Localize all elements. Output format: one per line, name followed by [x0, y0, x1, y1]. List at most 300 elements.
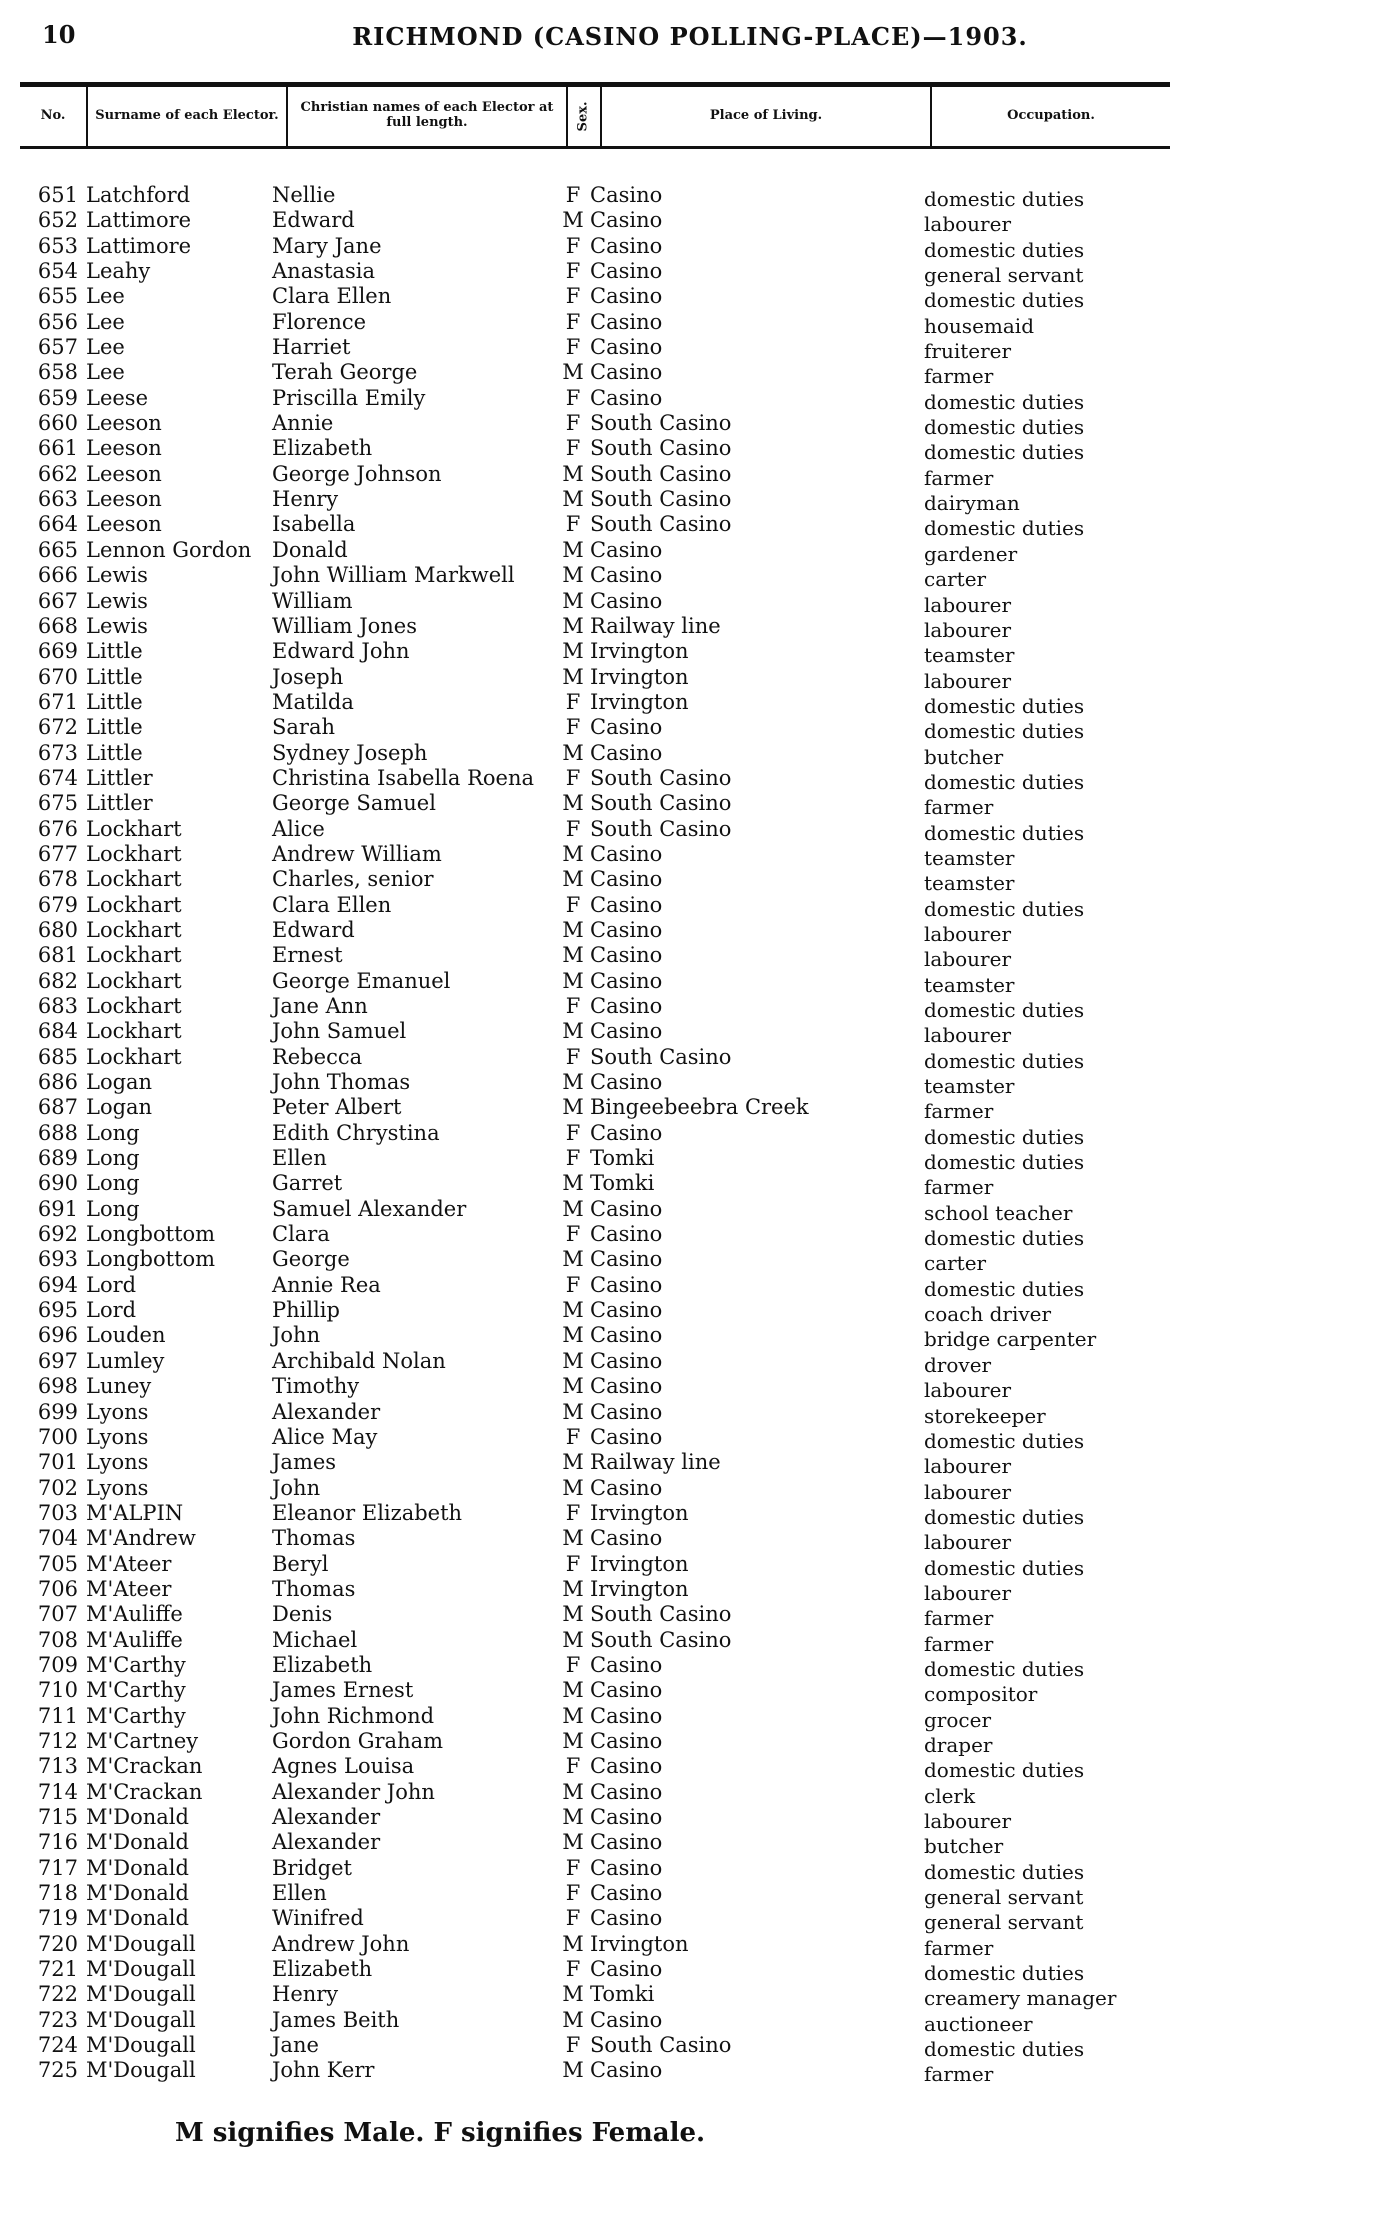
elector-place-of-living: Casino	[590, 183, 663, 207]
elector-occupation: domestic duties	[924, 1124, 1085, 1149]
elector-christian-names: Eleanor Elizabeth	[272, 1500, 463, 1525]
elector-surname: Lockhart	[86, 1019, 182, 1044]
elector-place-of-living: Casino	[590, 740, 663, 765]
elector-place-of-living: South Casino	[590, 816, 732, 841]
elector-number: 716	[37, 1830, 78, 1855]
elector-place-of-living: Casino	[590, 715, 663, 740]
elector-occupation: carter	[924, 567, 987, 592]
elector-number: 651	[37, 183, 78, 207]
elector-occupation: butcher	[924, 1834, 1004, 1859]
elector-occupation: domestic duties	[924, 998, 1085, 1022]
elector-place-of-living: Casino	[590, 537, 663, 562]
elector-occupation: domestic duties	[924, 1859, 1085, 1884]
table-row	[20, 563, 1170, 592]
elector-occupation: fruiterer	[924, 339, 1012, 364]
elector-place-of-living: Casino	[590, 1881, 663, 1906]
column-header-place: Place of Living.	[602, 86, 932, 146]
elector-occupation: farmer	[924, 1935, 994, 1960]
table-row	[20, 1044, 1170, 1073]
elector-place-of-living: South Casino	[590, 436, 732, 461]
elector-sex: F	[565, 994, 581, 1018]
elector-number: 661	[37, 436, 78, 461]
elector-surname: M'Carthy	[86, 1703, 186, 1728]
elector-christian-names: Alexander	[272, 1399, 381, 1424]
elector-number: 660	[37, 411, 78, 436]
table-row	[20, 1120, 1170, 1149]
elector-occupation: domestic duties	[924, 389, 1085, 414]
elector-sex: F	[565, 259, 581, 284]
elector-number: 668	[37, 613, 78, 638]
elector-number: 719	[37, 1906, 78, 1931]
elector-surname: M'ALPIN	[86, 1500, 184, 1525]
elector-number: 707	[37, 1602, 78, 1627]
table-row	[20, 841, 1170, 870]
elector-surname: Lee	[86, 360, 125, 385]
elector-christian-names: Jane	[272, 2033, 319, 2058]
elector-sex: M	[562, 487, 584, 512]
elector-place-of-living: Casino	[590, 1196, 663, 1221]
elector-number: 683	[37, 994, 78, 1018]
elector-christian-names: Garret	[272, 1171, 343, 1196]
elector-occupation: storekeeper	[924, 1403, 1046, 1428]
elector-surname: Lyons	[86, 1450, 149, 1475]
elector-place-of-living: Casino	[590, 1424, 663, 1449]
elector-surname: Little	[86, 715, 143, 740]
elector-place-of-living: Railway line	[590, 1450, 721, 1475]
table-row	[20, 2007, 1170, 2036]
elector-christian-names: Gordon Graham	[272, 1728, 444, 1753]
elector-surname: Lockhart	[86, 1044, 182, 1069]
table-row	[20, 1450, 1170, 1479]
elector-christian-names: Alexander John	[272, 1779, 435, 1804]
elector-sex: M	[562, 1019, 584, 1044]
elector-occupation: creamery manager	[924, 1986, 1117, 2011]
elector-christian-names: Agnes Louisa	[272, 1754, 415, 1779]
elector-sex: F	[565, 1272, 581, 1297]
elector-sex: M	[562, 563, 584, 588]
elector-surname: Logan	[86, 1070, 153, 1095]
elector-place-of-living: Casino	[590, 867, 663, 892]
elector-sex: F	[565, 1044, 581, 1069]
table-row	[20, 1881, 1170, 1910]
elector-christian-names: Anastasia	[272, 259, 375, 284]
elector-surname: Little	[86, 740, 143, 765]
elector-surname: Leeson	[86, 461, 162, 486]
elector-surname: Leeson	[86, 512, 162, 537]
elector-number: 706	[37, 1576, 78, 1601]
elector-sex: M	[562, 208, 584, 233]
elector-surname: Luney	[86, 1374, 152, 1399]
elector-surname: Lattimore	[86, 233, 192, 258]
elector-number: 684	[37, 1019, 78, 1044]
elector-christian-names: Donald	[272, 537, 348, 562]
table-row	[20, 689, 1170, 718]
elector-occupation: domestic duties	[924, 2037, 1085, 2062]
elector-sex: F	[565, 689, 581, 714]
elector-occupation: school teacher	[924, 1200, 1073, 1225]
elector-sex: F	[565, 512, 581, 537]
table-row	[20, 335, 1170, 364]
elector-sex: M	[562, 1805, 584, 1829]
elector-sex: F	[565, 1120, 581, 1145]
elector-surname: Lewis	[86, 588, 148, 613]
elector-christian-names: Beryl	[272, 1551, 329, 1576]
elector-surname: Lockhart	[86, 994, 182, 1018]
elector-place-of-living: South Casino	[590, 461, 732, 486]
elector-place-of-living: Irvington	[590, 1931, 689, 1956]
elector-place-of-living: Casino	[590, 563, 663, 588]
elector-christian-names: Henry	[272, 487, 339, 512]
elector-number: 705	[37, 1551, 78, 1576]
table-row	[20, 309, 1170, 338]
elector-place-of-living: South Casino	[590, 1627, 732, 1652]
elector-christian-names: Peter Albert	[272, 1095, 402, 1120]
elector-number: 697	[37, 1348, 78, 1373]
table-row	[20, 436, 1170, 465]
elector-sex: F	[565, 1881, 581, 1906]
elector-occupation: labourer	[924, 592, 1012, 617]
table-row	[20, 208, 1170, 237]
elector-place-of-living: Casino	[590, 1906, 663, 1931]
elector-occupation: domestic duties	[924, 1428, 1085, 1453]
table-row	[20, 1906, 1170, 1935]
table-row	[20, 1779, 1170, 1808]
elector-place-of-living: South Casino	[590, 2033, 732, 2058]
elector-surname: Lockhart	[86, 917, 182, 942]
elector-occupation: domestic duties	[924, 1150, 1085, 1175]
elector-number: 710	[37, 1678, 78, 1703]
elector-place-of-living: Casino	[590, 841, 663, 866]
elector-occupation: domestic duties	[924, 288, 1085, 313]
elector-place-of-living: Casino	[590, 994, 663, 1018]
elector-number: 722	[37, 1982, 78, 2007]
table-row	[20, 1500, 1170, 1529]
elector-place-of-living: Casino	[590, 943, 663, 968]
elector-place-of-living: Casino	[590, 1526, 663, 1551]
elector-place-of-living: Casino	[590, 1703, 663, 1728]
elector-place-of-living: Casino	[590, 1754, 663, 1779]
elector-sex: F	[565, 233, 581, 258]
table-row	[20, 1931, 1170, 1960]
elector-number: 652	[37, 208, 78, 233]
elector-number: 702	[37, 1475, 78, 1500]
elector-surname: M'Donald	[86, 1906, 189, 1931]
elector-sex: F	[565, 385, 581, 410]
elector-sex: F	[565, 816, 581, 841]
elector-occupation: farmer	[924, 1099, 994, 1124]
elector-surname: M'Donald	[86, 1855, 189, 1880]
elector-sex: F	[565, 1906, 581, 1931]
elector-place-of-living: Casino	[590, 1779, 663, 1804]
elector-sex: M	[562, 461, 584, 486]
table-row	[20, 1754, 1170, 1783]
elector-occupation: domestic duties	[924, 237, 1085, 262]
elector-occupation: domestic duties	[924, 1961, 1085, 1986]
table-row	[20, 1678, 1170, 1707]
elector-place-of-living: Casino	[590, 1019, 663, 1044]
elector-christian-names: Andrew John	[272, 1931, 410, 1956]
elector-number: 694	[37, 1272, 78, 1297]
elector-christian-names: George	[272, 1247, 350, 1272]
elector-christian-names: Annie	[272, 411, 334, 436]
table-row	[20, 816, 1170, 845]
elector-sex: M	[562, 2058, 584, 2083]
elector-number: 669	[37, 639, 78, 664]
elector-occupation: domestic duties	[924, 693, 1085, 718]
elector-sex: F	[565, 892, 581, 917]
elector-number: 680	[37, 917, 78, 942]
elector-occupation: auctioneer	[924, 2011, 1033, 2036]
table-row	[20, 1374, 1170, 1403]
elector-surname: M'Carthy	[86, 1678, 186, 1703]
elector-christian-names: John William Markwell	[272, 563, 515, 588]
elector-christian-names: John Samuel	[272, 1019, 407, 1044]
elector-place-of-living: Casino	[590, 233, 663, 258]
elector-surname: Leeson	[86, 436, 162, 461]
elector-christian-names: Winifred	[272, 1906, 364, 1931]
elector-christian-names: Joseph	[272, 664, 344, 689]
table-row	[20, 487, 1170, 516]
elector-number: 689	[37, 1146, 78, 1171]
elector-christian-names: Alice	[272, 816, 325, 841]
elector-sex: F	[565, 1551, 581, 1576]
elector-number: 711	[37, 1703, 78, 1728]
elector-surname: Latchford	[86, 183, 191, 207]
elector-christian-names: John	[272, 1323, 321, 1348]
table-row	[20, 1146, 1170, 1175]
elector-place-of-living: Casino	[590, 1957, 663, 1982]
elector-list	[20, 183, 1170, 2087]
elector-occupation: draper	[924, 1732, 993, 1757]
table-row	[20, 537, 1170, 566]
elector-christian-names: John Thomas	[272, 1070, 411, 1095]
elector-occupation: labourer	[924, 1023, 1012, 1048]
elector-occupation: teamster	[924, 845, 1015, 870]
elector-place-of-living: Casino	[590, 1247, 663, 1272]
elector-place-of-living: Casino	[590, 2058, 663, 2083]
elector-number: 685	[37, 1044, 78, 1069]
elector-christian-names: Clara Ellen	[272, 892, 392, 917]
page-title: RICHMOND (CASINO POLLING-PLACE)—1903.	[352, 22, 1028, 51]
elector-number: 681	[37, 943, 78, 968]
table-row	[20, 1526, 1170, 1555]
table-row	[20, 1805, 1170, 1833]
elector-sex: M	[562, 1678, 584, 1703]
elector-number: 653	[37, 233, 78, 258]
elector-number: 717	[37, 1855, 78, 1880]
elector-number: 713	[37, 1754, 78, 1779]
elector-sex: F	[565, 411, 581, 436]
elector-sex: M	[562, 1576, 584, 1601]
elector-occupation: general servant	[924, 1910, 1084, 1935]
elector-sex: M	[562, 867, 584, 892]
table-row	[20, 233, 1170, 262]
elector-christian-names: Alexander	[272, 1830, 381, 1855]
elector-number: 677	[37, 841, 78, 866]
elector-place-of-living: Casino	[590, 385, 663, 410]
elector-sex: F	[565, 436, 581, 461]
elector-surname: Little	[86, 689, 143, 714]
elector-number: 667	[37, 588, 78, 613]
elector-place-of-living: Casino	[590, 284, 663, 309]
elector-sex: M	[562, 1070, 584, 1095]
elector-number: 698	[37, 1374, 78, 1399]
table-row	[20, 1551, 1170, 1580]
elector-sex: F	[565, 1146, 581, 1171]
table-row	[20, 1348, 1170, 1377]
elector-christian-names: Thomas	[272, 1576, 356, 1601]
elector-place-of-living: Casino	[590, 259, 663, 284]
elector-sex: M	[562, 1703, 584, 1728]
elector-occupation: domestic duties	[924, 1555, 1085, 1580]
table-row	[20, 1703, 1170, 1732]
elector-number: 708	[37, 1627, 78, 1652]
elector-sex: M	[562, 1450, 584, 1475]
elector-number: 657	[37, 335, 78, 360]
elector-christian-names: George Emanuel	[272, 968, 451, 993]
elector-place-of-living: Tomki	[590, 1146, 655, 1171]
elector-occupation: domestic duties	[924, 1656, 1085, 1681]
elector-number: 721	[37, 1957, 78, 1982]
elector-place-of-living: Tomki	[590, 1171, 655, 1196]
elector-surname: M'Ateer	[86, 1551, 172, 1576]
elector-surname: Leese	[86, 385, 149, 410]
elector-number: 671	[37, 689, 78, 714]
elector-occupation: labourer	[924, 617, 1012, 642]
elector-number: 690	[37, 1171, 78, 1196]
elector-number: 712	[37, 1728, 78, 1753]
elector-christian-names: Harriet	[272, 335, 351, 360]
elector-surname: Lyons	[86, 1399, 149, 1424]
elector-occupation: labourer	[924, 1530, 1012, 1555]
elector-christian-names: Clara	[272, 1222, 330, 1247]
elector-occupation: domestic duties	[924, 1504, 1085, 1529]
elector-christian-names: George Samuel	[272, 791, 436, 816]
elector-christian-names: Samuel Alexander	[272, 1196, 467, 1221]
elector-sex: F	[565, 309, 581, 334]
elector-sex: M	[562, 360, 584, 385]
elector-sex: M	[562, 1526, 584, 1551]
elector-christian-names: Denis	[272, 1602, 333, 1627]
elector-sex: M	[562, 791, 584, 816]
elector-place-of-living: Casino	[590, 1475, 663, 1500]
elector-sex: M	[562, 1931, 584, 1956]
elector-surname: M'Auliffe	[86, 1627, 183, 1652]
elector-place-of-living: Bingeebeebra Creek	[590, 1095, 809, 1120]
elector-christian-names: Henry	[272, 1982, 339, 2007]
elector-surname: M'Dougall	[86, 2058, 196, 2083]
elector-sex: F	[565, 1424, 581, 1449]
elector-surname: Lockhart	[86, 816, 182, 841]
elector-sex: M	[562, 613, 584, 638]
table-row	[20, 740, 1170, 769]
elector-surname: M'Dougall	[86, 1931, 196, 1956]
elector-surname: Lumley	[86, 1348, 165, 1373]
elector-surname: Lockhart	[86, 943, 182, 968]
elector-number: 656	[37, 309, 78, 334]
elector-number: 703	[37, 1500, 78, 1525]
elector-christian-names: John Kerr	[272, 2058, 375, 2083]
elector-sex: M	[562, 639, 584, 664]
elector-sex: M	[562, 2007, 584, 2032]
elector-occupation: farmer	[924, 465, 994, 490]
elector-sex: M	[562, 1475, 584, 1500]
elector-christian-names: Rebecca	[272, 1044, 363, 1069]
elector-occupation: labourer	[924, 1809, 1012, 1833]
elector-number: 709	[37, 1652, 78, 1677]
elector-sex: M	[562, 740, 584, 765]
elector-number: 672	[37, 715, 78, 740]
table-row	[20, 1957, 1170, 1986]
elector-place-of-living: Casino	[590, 1652, 663, 1677]
elector-number: 686	[37, 1070, 78, 1095]
elector-number: 695	[37, 1298, 78, 1323]
elector-occupation: teamster	[924, 871, 1015, 896]
elector-surname: Lattimore	[86, 208, 192, 233]
elector-sex: M	[562, 917, 584, 942]
table-row	[20, 1222, 1170, 1251]
elector-occupation: labourer	[924, 947, 1012, 972]
elector-occupation: teamster	[924, 643, 1015, 668]
elector-christian-names: Archibald Nolan	[272, 1348, 446, 1373]
elector-sex: M	[562, 1779, 584, 1804]
elector-christian-names: Elizabeth	[272, 1957, 373, 1982]
elector-christian-names: Annie Rea	[272, 1272, 381, 1297]
elector-occupation: farmer	[924, 364, 994, 389]
elector-number: 659	[37, 385, 78, 410]
elector-surname: M'Dougall	[86, 2007, 196, 2032]
elector-occupation: teamster	[924, 1074, 1015, 1099]
elector-sex: F	[565, 1855, 581, 1880]
elector-christian-names: Edward	[272, 917, 355, 942]
elector-number: 675	[37, 791, 78, 816]
table-row	[20, 1855, 1170, 1884]
table-row	[20, 1652, 1170, 1681]
elector-occupation: farmer	[924, 1175, 994, 1200]
table-row	[20, 1196, 1170, 1225]
elector-surname: Leeson	[86, 411, 162, 436]
elector-number: 718	[37, 1881, 78, 1906]
elector-sex: F	[565, 335, 581, 360]
elector-sex: M	[562, 537, 584, 562]
elector-occupation: labourer	[924, 1378, 1012, 1403]
elector-place-of-living: Irvington	[590, 664, 689, 689]
elector-number: 662	[37, 461, 78, 486]
elector-christian-names: Edith Chrystina	[272, 1120, 440, 1145]
table-row	[20, 1095, 1170, 1124]
table-row	[20, 1247, 1170, 1276]
elector-occupation: drover	[924, 1352, 992, 1377]
elector-surname: Lockhart	[86, 968, 182, 993]
elector-place-of-living: Casino	[590, 1272, 663, 1297]
elector-number: 679	[37, 892, 78, 917]
elector-christian-names: Edward	[272, 208, 355, 233]
elector-place-of-living: Casino	[590, 1830, 663, 1855]
elector-place-of-living: South Casino	[590, 791, 732, 816]
elector-occupation: domestic duties	[924, 719, 1085, 744]
elector-place-of-living: South Casino	[590, 512, 732, 537]
table-row	[20, 2058, 1170, 2087]
elector-place-of-living: Casino	[590, 892, 663, 917]
elector-occupation: housemaid	[924, 313, 1034, 338]
elector-place-of-living: Casino	[590, 1374, 663, 1399]
elector-christian-names: Sarah	[272, 715, 335, 740]
table-row	[20, 259, 1170, 288]
elector-christian-names: Terah George	[272, 360, 418, 385]
column-header-row	[20, 86, 1170, 149]
elector-occupation: labourer	[924, 1454, 1012, 1479]
elector-place-of-living: Casino	[590, 208, 663, 233]
